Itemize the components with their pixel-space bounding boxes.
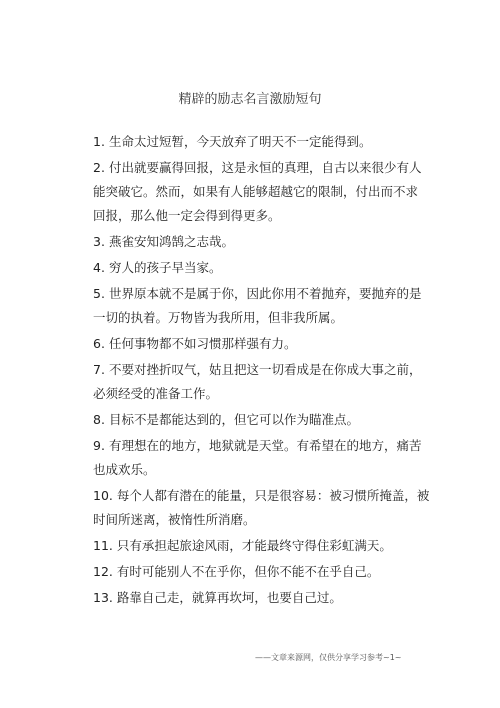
item-number: 12. bbox=[93, 564, 113, 579]
list-item bbox=[93, 130, 430, 154]
list-item bbox=[93, 484, 430, 532]
item-text: 有理想在的地方，地狱就是天堂。有希望在的地方，痛苦也成欢乐。 bbox=[93, 438, 422, 477]
item-text: 穷人的孩子早当家。 bbox=[108, 260, 222, 275]
item-number: 10. bbox=[93, 488, 113, 503]
item-text: 任何事物都不如习惯那样强有力。 bbox=[108, 336, 297, 351]
list-item bbox=[93, 332, 430, 356]
item-number: 6. bbox=[93, 336, 105, 351]
list-item bbox=[93, 358, 430, 406]
item-number: 5. bbox=[93, 286, 105, 301]
item-text: 每个人都有潜在的能量，只是很容易：被习惯所掩盖，被时间所迷离，被惰性所消磨。 bbox=[93, 488, 430, 527]
item-number: 11. bbox=[93, 538, 113, 553]
list-item bbox=[93, 230, 430, 254]
item-text: 目标不是都能达到的，但它可以作为瞄准点。 bbox=[108, 412, 359, 427]
item-number: 1. bbox=[93, 134, 105, 149]
list-item bbox=[93, 408, 430, 432]
item-text: 有时可能别人不在乎你，但你不能不在乎自己。 bbox=[116, 564, 380, 579]
item-text: 只有承担起旅途风雨，才能最终守得住彩虹满天。 bbox=[116, 538, 392, 553]
item-number: 8. bbox=[93, 412, 105, 427]
list-item bbox=[93, 534, 430, 558]
item-text: 路靠自己走，就算再坎坷，也要自己过。 bbox=[116, 590, 342, 605]
page-title: 精辟的励志名言激励短句 bbox=[178, 92, 322, 107]
item-number: 3. bbox=[93, 234, 105, 249]
quote-list bbox=[93, 130, 430, 612]
list-item bbox=[93, 560, 430, 584]
list-item bbox=[93, 586, 430, 610]
item-text: 生命太过短暂，今天放弃了明天不一定能得到。 bbox=[108, 134, 372, 149]
item-number: 9. bbox=[93, 438, 105, 453]
item-number: 13. bbox=[93, 590, 113, 605]
list-item bbox=[93, 282, 430, 330]
list-item bbox=[93, 156, 430, 228]
list-item bbox=[93, 434, 430, 482]
list-item bbox=[93, 256, 430, 280]
item-number: 2. bbox=[93, 160, 105, 175]
item-number: 7. bbox=[93, 362, 105, 377]
item-text: 不要对挫折叹气，姑且把这一切看成是在你成大事之前，必须经受的准备工作。 bbox=[93, 362, 422, 401]
item-number: 4. bbox=[93, 260, 105, 275]
page-footer: ——文章来源网，仅供分享学习参考~1~ bbox=[255, 653, 402, 662]
item-text: 付出就要赢得回报，这是永恒的真理，自古以来很少有人能突破它。然而，如果有人能够超越它的限制，付出而不求回报，那么他一定会得到得更多。 bbox=[93, 160, 422, 223]
item-text: 世界原本就不是属于你，因此你用不着抛弃，要抛弃的是一切的执着。万物皆为我所用，但非我所属。 bbox=[93, 286, 422, 325]
item-text: 燕雀安知鸿鹄之志哉。 bbox=[108, 234, 234, 249]
